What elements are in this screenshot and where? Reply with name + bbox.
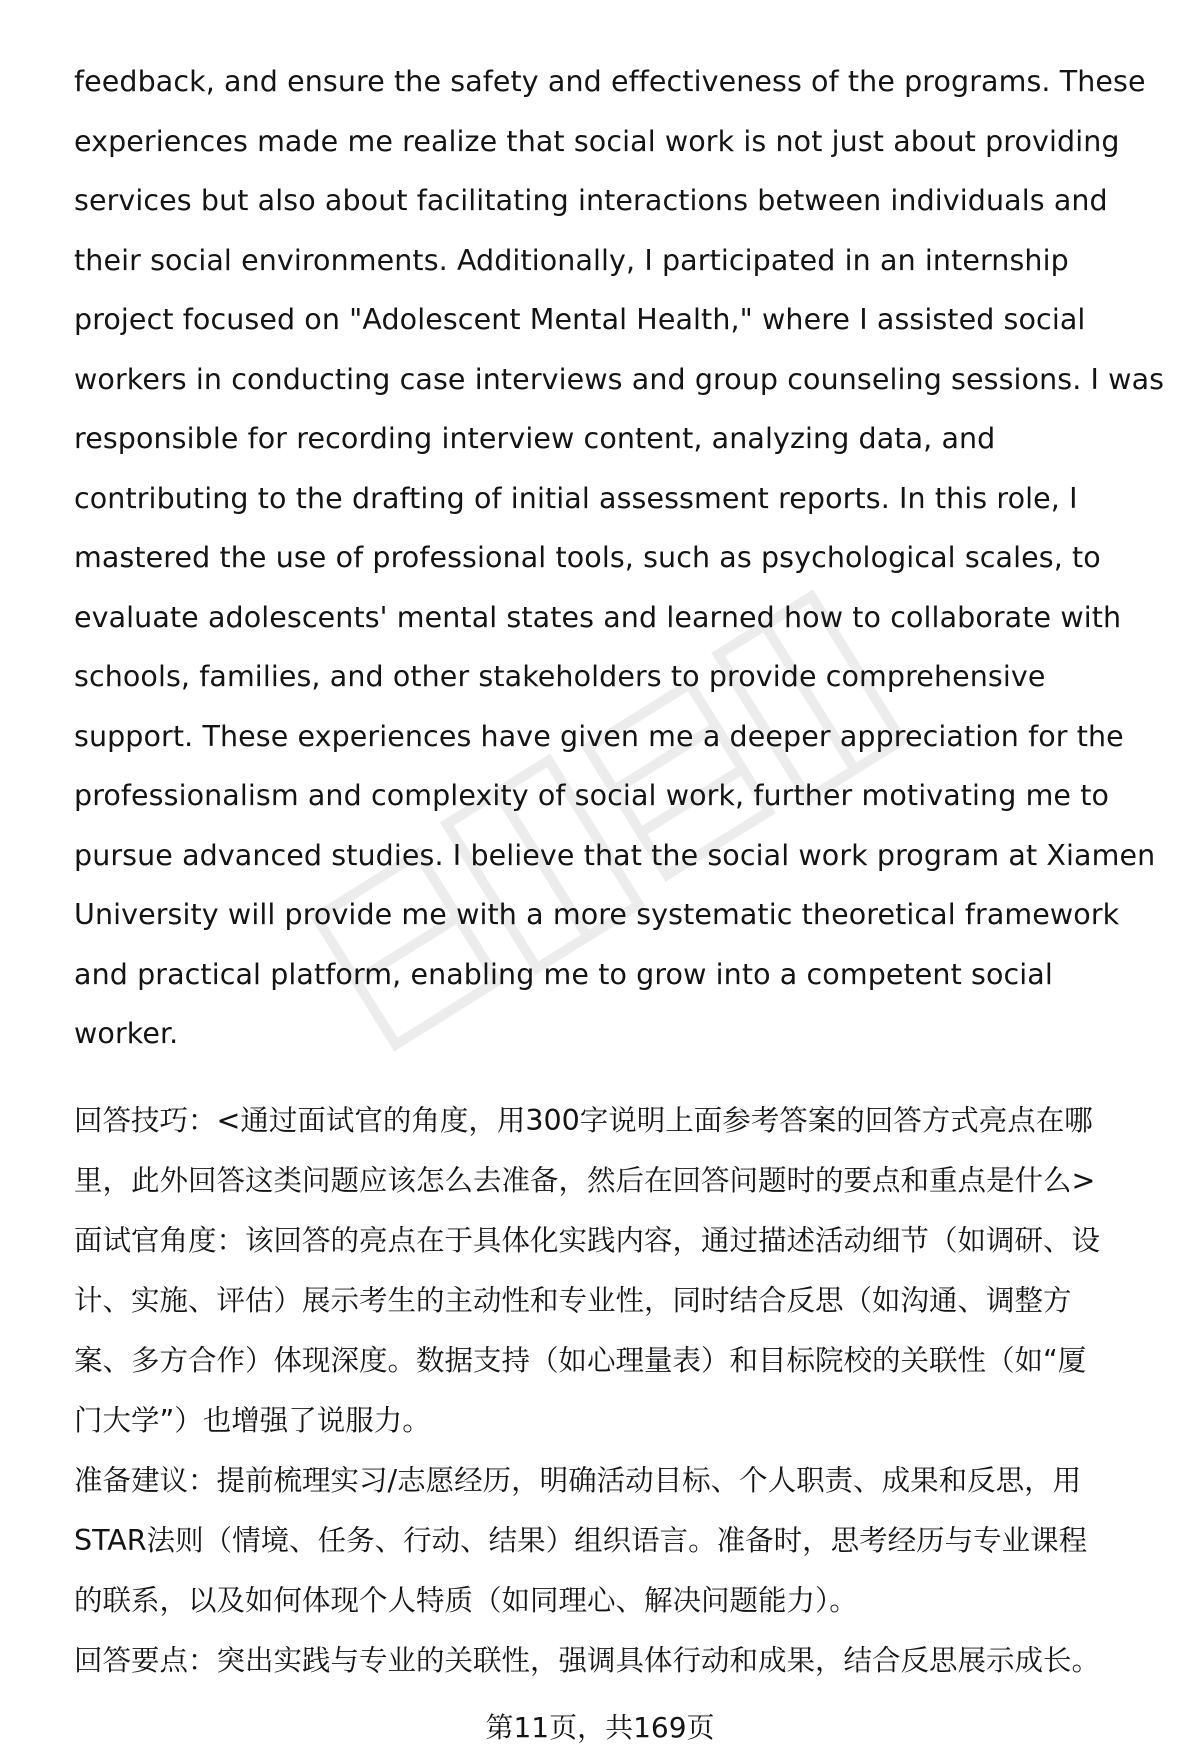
preparation-advice-line: 准备建议：提前梳理实习/志愿经历，明确活动目标、个人职责、成果和反思，用 (74, 1464, 1082, 1497)
text-line: schools, families, and other stakeholders to provide comprehensive (74, 660, 1046, 693)
text-line: mastered the use of professional tools, such as psychological scales, to (74, 541, 1101, 574)
answer-key-points-line: 回答要点：突出实践与专业的关联性，强调具体行动和成果，结合反思展示成长。 (74, 1644, 1101, 1677)
text-line: their social environments. Additionally, I participated in an internship (74, 243, 1069, 277)
text-line: support. These experiences have given me a deeper appreciation for the (74, 719, 1124, 753)
answer-tips-line: 里，此外回答这类问题应该怎么去准备，然后在回答问题时的要点和重点是什么> (74, 1164, 1096, 1197)
page-number-footer: 第11页，共169页 (485, 1711, 715, 1744)
answer-tips-section (74, 1091, 1154, 1691)
interviewer-perspective-line: 面试官角度：该回答的亮点在于具体化实践内容，通过描述活动细节（如调研、设 (74, 1224, 1101, 1257)
text-line: pursue advanced studies. I believe that the social work program at Xiamen (74, 838, 1156, 872)
text-line: contributing to the drafting of initial assessment reports. In this role, I (74, 481, 1078, 515)
interviewer-perspective-line: 计、实施、评估）展示考生的主动性和专业性，同时结合反思（如沟通、调整方 (74, 1284, 1072, 1317)
text-line: and practical platform, enabling me to grow into a competent social (74, 957, 1053, 991)
text-line: feedback, and ensure the safety and effectiveness of the programs. These (74, 65, 1146, 98)
text-line: evaluate adolescents' mental states and learned how to collaborate with (74, 600, 1122, 634)
interviewer-perspective-line: 案、多方合作）体现深度。数据支持（如心理量表）和目标院校的关联性（如“厦 (74, 1344, 1087, 1377)
interviewer-perspective-line: 门大学”）也增强了说服力。 (74, 1404, 431, 1437)
text-line: experiences made me realize that social work is not just about providing (74, 124, 1120, 158)
text-line: workers in conducting case interviews and group counseling sessions. I was (74, 362, 1165, 396)
text-line: worker. (74, 1017, 179, 1050)
text-line: services but also about facilitating interactions between individuals and (74, 184, 1108, 217)
preparation-advice-line: 的联系，以及如何体现个人特质（如同理心、解决问题能力）。 (74, 1584, 858, 1617)
english-paragraph (74, 52, 1165, 1064)
text-line: University will provide me with a more systematic theoretical framework (74, 898, 1120, 931)
answer-tips-line: 回答技巧：<通过面试官的角度，用300字说明上面参考答案的回答方式亮点在哪 (74, 1104, 1093, 1137)
preparation-advice-line: STAR法则（情境、任务、行动、结果）组织语言。准备时，思考经历与专业课程 (74, 1524, 1088, 1557)
text-line: professionalism and complexity of social work, further motivating me to (74, 779, 1110, 812)
text-line: responsible for recording interview content, analyzing data, and (74, 422, 996, 455)
text-line: project focused on "Adolescent Mental Health," where I assisted social (74, 303, 1086, 336)
